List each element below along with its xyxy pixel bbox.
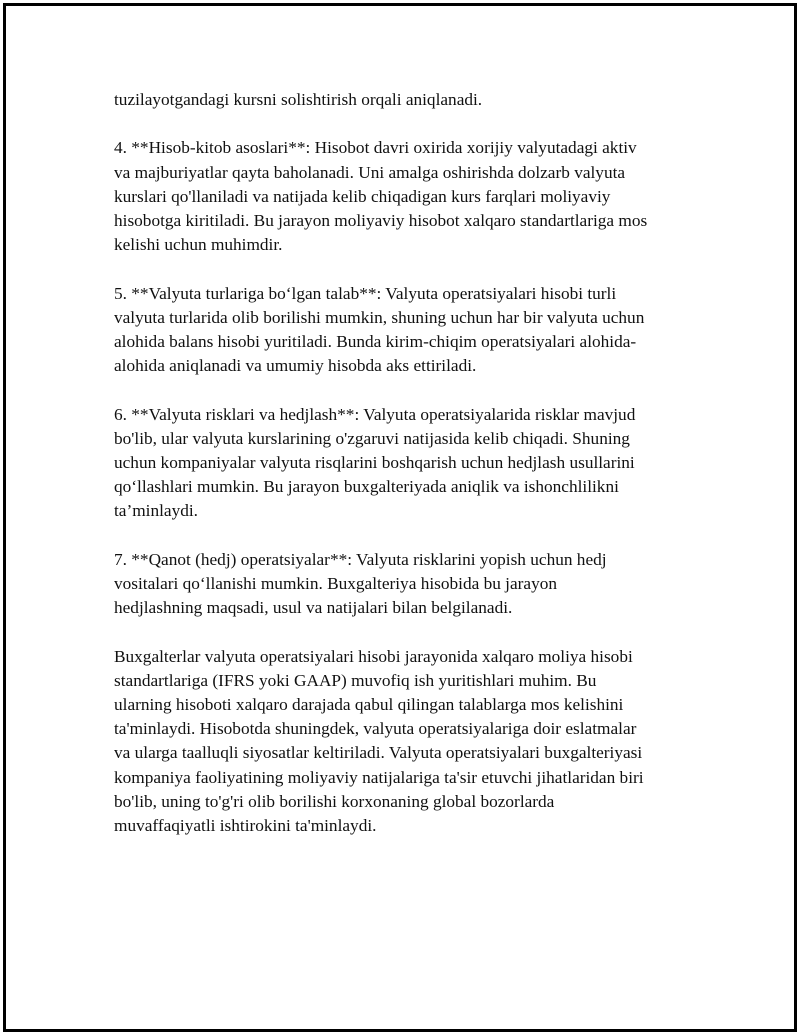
paragraph-item-4: [114, 136, 689, 257]
text-line: kurslari qo'llaniladi va natijada kelib chiqadigan kurs farqlari moliyaviy: [114, 186, 611, 206]
text-line: vositalari qo‘llanishi mumkin. Buxgalteriya hisobida bu jarayon: [114, 574, 557, 593]
text-line: standartlariga (IFRS yoki GAAP) muvofiq ish yuritishlari muhim. Bu: [114, 670, 597, 690]
text-line: kelishi uchun muhimdir.: [114, 235, 283, 255]
text-line: ularning hisoboti xalqaro darajada qabul qilingan talablarga mos kelishini: [114, 695, 624, 714]
text-line: qo‘llashlari mumkin. Bu jarayon buxgalteriyada aniqlik va ishonchlilikni: [114, 477, 619, 497]
document-body: [114, 88, 689, 862]
paragraph-item-7: [114, 548, 689, 621]
text-line: alohida balans hisobi yuritiladi. Bunda kirim-chiqim operatsiyalari alohida-: [114, 332, 637, 351]
text-line: ta'minlaydi. Hisobotda shuningdek, valyuta operatsiyalariga doir eslatmalar: [114, 719, 637, 739]
text-line: va ularga taalluqli siyosatlar keltiriladi. Valyuta operatsiyalari buxgalteriyasi: [114, 743, 643, 763]
paragraph-item-5: [114, 282, 689, 379]
text-line: bo'lib, uning to'g'ri olib borilishi korxonaning global bozorlarda: [114, 791, 555, 811]
text-line: muvaffaqiyatli ishtirokini ta'minlaydi.: [114, 816, 377, 836]
text-line: alohida aniqlanadi va umumiy hisobda aks ettiriladi.: [114, 356, 477, 376]
text-line: uchun kompaniyalar valyuta risqlarini boshqarish uchun hedjlash usullarini: [114, 453, 635, 472]
paragraph-conclusion: [114, 645, 689, 839]
text-line: valyuta turlarida olib borilishi mumkin, shuning uchun har bir valyuta uchun: [114, 307, 645, 327]
text-line: 5. **Valyuta turlariga bo‘lgan talab**: Valyuta operatsiyalari hisobi turli: [114, 283, 617, 303]
text-line: tuzilayotgandagi kursni solishtirish orqali aniqlanadi.: [114, 90, 483, 109]
paragraph-continuation: [114, 88, 689, 112]
text-line: bo'lib, ular valyuta kurslarining o'zgaruvi natijasida kelib chiqadi. Shuning: [114, 428, 630, 448]
text-line: 7. **Qanot (hedj) operatsiyalar**: Valyuta risklarini yopish uchun hedj: [114, 549, 607, 569]
text-line: hisobotga kiritiladi. Bu jarayon moliyaviy hisobot xalqaro standartlariga mos: [114, 211, 648, 230]
text-line: 4. **Hisob-kitob asoslari**: Hisobot davri oxirida xorijiy valyutadagi aktiv: [114, 138, 637, 158]
text-line: kompaniya faoliyatining moliyaviy natijalariga ta'sir etuvchi jihatlaridan biri: [114, 767, 644, 787]
text-line: hedjlashning maqsadi, usul va natijalari bilan belgilanadi.: [114, 598, 513, 618]
text-line: ta’minlaydi.: [114, 501, 198, 521]
text-line: Buxgalterlar valyuta operatsiyalari hisobi jarayonida xalqaro moliya hisobi: [114, 646, 633, 666]
paragraph-item-6: [114, 403, 689, 524]
text-line: va majburiyatlar qayta baholanadi. Uni amalga oshirishda dolzarb valyuta: [114, 162, 626, 182]
text-line: 6. **Valyuta risklari va hedjlash**: Valyuta operatsiyalarida risklar mavjud: [114, 404, 636, 424]
